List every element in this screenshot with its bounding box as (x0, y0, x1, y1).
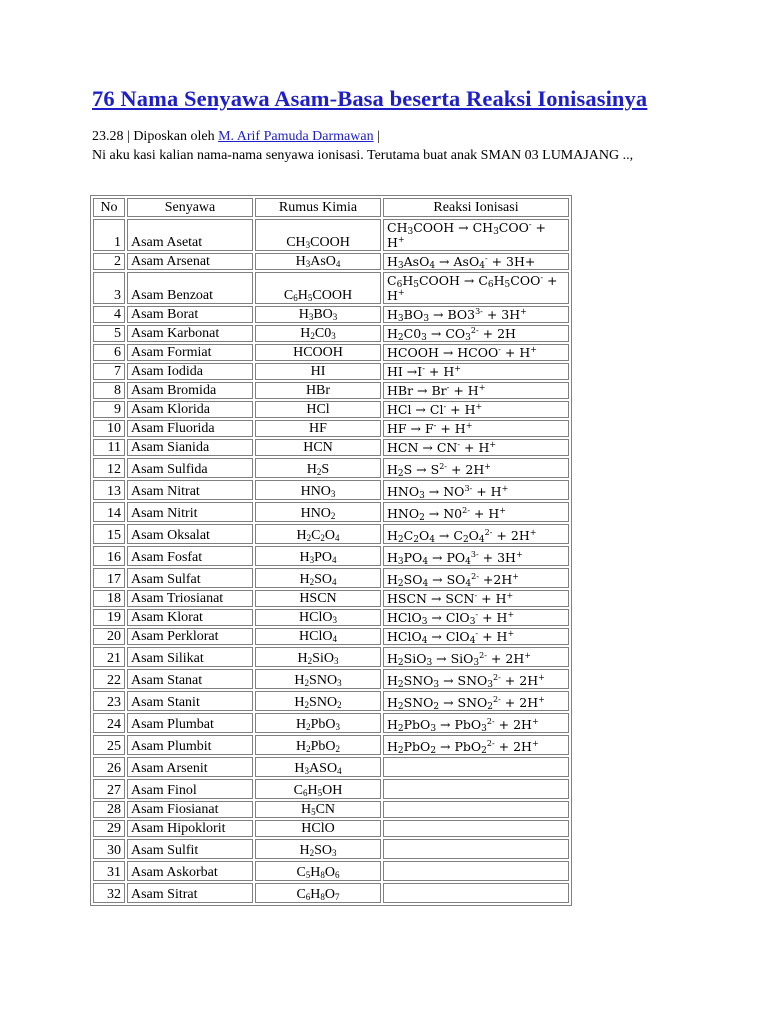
post-byline (92, 128, 692, 147)
ionization-reaction (383, 757, 569, 777)
acid-table (90, 195, 572, 906)
row-number: 18 (93, 590, 125, 607)
ionization-reaction: HF → F- + H+ (383, 420, 569, 437)
ionization-reaction (383, 861, 569, 881)
chemical-formula: $H_3BO_3$ (255, 306, 381, 323)
chemical-formula: HCOOH (255, 344, 381, 361)
row-number: 11 (93, 439, 125, 456)
ionization-reaction: HCl → Cl- + H+ (383, 401, 569, 418)
row-number: 3 (93, 272, 125, 304)
compound-name: Asam Arsenat (127, 253, 253, 270)
row-number: 31 (93, 861, 125, 881)
row-number: 26 (93, 757, 125, 777)
ionization-reaction (383, 779, 569, 799)
table-row (93, 382, 569, 399)
ionization-reaction: HBr → Br- + H+ (383, 382, 569, 399)
row-number: 29 (93, 820, 125, 837)
page-title[interactable] (92, 86, 647, 112)
chemical-formula: HBr (255, 382, 381, 399)
compound-name: Asam Triosianat (127, 590, 253, 607)
chemical-formula: HSCN (255, 590, 381, 607)
column-header-rumus: Rumus Kimia (255, 198, 381, 217)
compound-name: Asam Karbonat (127, 325, 253, 342)
compound-name: Asam Plumbit (127, 735, 253, 755)
compound-name: Asam Fiosianat (127, 801, 253, 818)
row-number: 13 (93, 480, 125, 500)
table-row (93, 861, 569, 881)
row-number: 7 (93, 363, 125, 380)
compound-name: Asam Arsenit (127, 757, 253, 777)
table-row (93, 546, 569, 566)
compound-name: Asam Nitrit (127, 502, 253, 522)
chemical-formula: HCl (255, 401, 381, 418)
chemical-formula: $C_6H_8O_7$ (255, 883, 381, 903)
table-row (93, 839, 569, 859)
ionization-reaction: $H_2SNO_2 \to SNO_2^{2-} + 2H^+$ (383, 691, 569, 711)
row-number: 23 (93, 691, 125, 711)
chemical-formula: HClO$_4$ (255, 628, 381, 645)
compound-name: Asam Sulfit (127, 839, 253, 859)
ionization-reaction: $H_2PbO_3 \to PbO_3^{2-} + 2H^+$ (383, 713, 569, 733)
table-row (93, 883, 569, 903)
compound-name: Asam Hipoklorit (127, 820, 253, 837)
row-number: 32 (93, 883, 125, 903)
table-row (93, 647, 569, 667)
table-row (93, 609, 569, 626)
compound-name: Asam Borat (127, 306, 253, 323)
table-row (93, 363, 569, 380)
ionization-reaction: $HNO_3 \to NO^{3-} + H^+$ (383, 480, 569, 500)
compound-name: Asam Iodida (127, 363, 253, 380)
table-row (93, 420, 569, 437)
table-row (93, 439, 569, 456)
ionization-reaction: HCN → CN- + H+ (383, 439, 569, 456)
ionization-reaction: $H_3AsO_4 \to AsO_4^- + 3H+$ (383, 253, 569, 270)
ionization-reaction: HClO$_3$ → ClO$_3$- + H+ (383, 609, 569, 626)
compound-name: Asam Asetat (127, 219, 253, 251)
compound-name: Asam Finol (127, 779, 253, 799)
chemical-formula: $H_2SO_3$ (255, 839, 381, 859)
row-number: 5 (93, 325, 125, 342)
row-number: 25 (93, 735, 125, 755)
chemical-formula: $H_2PbO_2$ (255, 735, 381, 755)
column-header-reaksi: Reaksi Ionisasi (383, 198, 569, 217)
table-row (93, 590, 569, 607)
chemical-formula: $H_2C_2O_4$ (255, 524, 381, 544)
table-row (93, 306, 569, 323)
chemical-formula: $H_2SO_4$ (255, 568, 381, 588)
chemical-formula: HClO$_3$ (255, 609, 381, 626)
chemical-formula: HI (255, 363, 381, 380)
row-number: 14 (93, 502, 125, 522)
chemical-formula: $H_2C0_3$ (255, 325, 381, 342)
table-row (93, 735, 569, 755)
table-row (93, 669, 569, 689)
row-number: 22 (93, 669, 125, 689)
compound-name: Asam Plumbat (127, 713, 253, 733)
chemical-formula: $H_5CN$ (255, 801, 381, 818)
compound-name: Asam Stanat (127, 669, 253, 689)
table-row (93, 820, 569, 837)
chemical-formula: $H_3ASO_4$ (255, 757, 381, 777)
table-row (93, 801, 569, 818)
author-link[interactable]: M. Arif Pamuda Darmawan (218, 129, 374, 144)
chemical-formula: $H_2PbO_3$ (255, 713, 381, 733)
table-row (93, 524, 569, 544)
ionization-reaction: $H_2SO_4 \to SO_4^{2-} +2H^+$ (383, 568, 569, 588)
row-number: 8 (93, 382, 125, 399)
post-time: 23.28 (92, 129, 124, 144)
table-row (93, 568, 569, 588)
chemical-formula: $C_6H_5OH$ (255, 779, 381, 799)
compound-name: Asam Oksalat (127, 524, 253, 544)
chemical-formula: $C_5H_8O_6$ (255, 861, 381, 881)
ionization-reaction: $H_3BO_3 \to BO3^{3-} + 3H^+$ (383, 306, 569, 323)
compound-name: Asam Klorida (127, 401, 253, 418)
compound-name: Asam Stanit (127, 691, 253, 711)
ionization-reaction (383, 883, 569, 903)
compound-name: Asam Perklorat (127, 628, 253, 645)
compound-name: Asam Nitrat (127, 480, 253, 500)
chemical-formula: $H_2SNO_2$ (255, 691, 381, 711)
table-row (93, 628, 569, 645)
row-number: 27 (93, 779, 125, 799)
chemical-formula: $H_2S$ (255, 458, 381, 478)
row-number: 9 (93, 401, 125, 418)
compound-name: Asam Sitrat (127, 883, 253, 903)
separator: | (377, 129, 380, 144)
ionization-reaction: $H_2S \to S^{2-} + 2H^+$ (383, 458, 569, 478)
chemical-formula: HClO (255, 820, 381, 837)
ionization-reaction: $C_6H_5COOH \to C_6H_5COO^- + H^+$ (383, 272, 569, 304)
table-row (93, 757, 569, 777)
table-row (93, 480, 569, 500)
ionization-reaction: $CH_3COOH \to CH_3COO^- + H^+$ (383, 219, 569, 251)
compound-name: Asam Sianida (127, 439, 253, 456)
ionization-reaction (383, 801, 569, 818)
row-number: 16 (93, 546, 125, 566)
table-row (93, 401, 569, 418)
chemical-formula: HCN (255, 439, 381, 456)
chemical-formula: $HNO_3$ (255, 480, 381, 500)
table-body (93, 219, 569, 903)
compound-name: Asam Sulfat (127, 568, 253, 588)
chemical-formula: $H_2SiO_3$ (255, 647, 381, 667)
intro-text: Ni aku kasi kalian nama-nama senyawa ionisasi. Terutama buat anak SMAN 03 LUMAJANG .., (92, 147, 634, 163)
chemical-formula: $H_3AsO_4$ (255, 253, 381, 270)
compound-name: Asam Fluorida (127, 420, 253, 437)
ionization-reaction: $H_2SiO_3 \to SiO_3^{2-} + 2H^+$ (383, 647, 569, 667)
compound-name: Asam Formiat (127, 344, 253, 361)
compound-name: Asam Silikat (127, 647, 253, 667)
ionization-reaction (383, 839, 569, 859)
chemical-formula: $HNO_2$ (255, 502, 381, 522)
table-row (93, 272, 569, 304)
ionization-reaction: HSCN → SCN- + H+ (383, 590, 569, 607)
table-row (93, 691, 569, 711)
ionization-reaction: HClO$_4$ → ClO$_4$- + H+ (383, 628, 569, 645)
row-number: 12 (93, 458, 125, 478)
row-number: 10 (93, 420, 125, 437)
table-row (93, 779, 569, 799)
row-number: 15 (93, 524, 125, 544)
table-row (93, 344, 569, 361)
row-number: 2 (93, 253, 125, 270)
column-header-no: No (93, 198, 125, 217)
row-number: 1 (93, 219, 125, 251)
row-number: 17 (93, 568, 125, 588)
table-row (93, 325, 569, 342)
ionization-reaction: $H_3PO_4 \to PO_4^{3-} + 3H^+$ (383, 546, 569, 566)
row-number: 6 (93, 344, 125, 361)
compound-name: Asam Fosfat (127, 546, 253, 566)
table-row (93, 458, 569, 478)
ionization-reaction: $HNO_2 \to N0^{2-} + H^+$ (383, 502, 569, 522)
row-number: 21 (93, 647, 125, 667)
ionization-reaction: $H_2SNO_3 \to SNO_3^{2-} + 2H^+$ (383, 669, 569, 689)
ionization-reaction: $H_2PbO_2 \to PbO_2^{2-} + 2H^+$ (383, 735, 569, 755)
ionization-reaction: $H_2C0_3 \to CO_3^{2-} + 2H$ (383, 325, 569, 342)
compound-name: Asam Benzoat (127, 272, 253, 304)
separator: | (127, 129, 134, 144)
row-number: 20 (93, 628, 125, 645)
compound-name: Asam Sulfida (127, 458, 253, 478)
row-number: 4 (93, 306, 125, 323)
chemical-formula: $H_3PO_4$ (255, 546, 381, 566)
title-link[interactable]: 76 Nama Senyawa Asam-Basa beserta Reaksi Ionisasinya (92, 86, 648, 111)
chemical-formula: $H_2SNO_3$ (255, 669, 381, 689)
table-row (93, 713, 569, 733)
ionization-reaction: HCOOH → HCOO- + H+ (383, 344, 569, 361)
row-number: 28 (93, 801, 125, 818)
chemical-formula: HF (255, 420, 381, 437)
chemical-formula: $CH_3COOH$ (255, 219, 381, 251)
post-meta (92, 128, 692, 165)
row-number: 19 (93, 609, 125, 626)
chemical-formula: $C_6H_5COOH$ (255, 272, 381, 304)
table-row (93, 502, 569, 522)
ionization-reaction: HI →I- + H+ (383, 363, 569, 380)
ionization-reaction (383, 820, 569, 837)
row-number: 24 (93, 713, 125, 733)
compound-name: Asam Bromida (127, 382, 253, 399)
posted-by-label: Diposkan oleh (133, 129, 215, 144)
column-header-senyawa: Senyawa (127, 198, 253, 217)
compound-name: Asam Klorat (127, 609, 253, 626)
row-number: 30 (93, 839, 125, 859)
table-row (93, 219, 569, 251)
table-header-row (93, 198, 569, 217)
table-row (93, 253, 569, 270)
ionization-reaction: $H_2C_2O_4 \to C_2O_4^{2-} + 2H^+$ (383, 524, 569, 544)
compound-name: Asam Askorbat (127, 861, 253, 881)
